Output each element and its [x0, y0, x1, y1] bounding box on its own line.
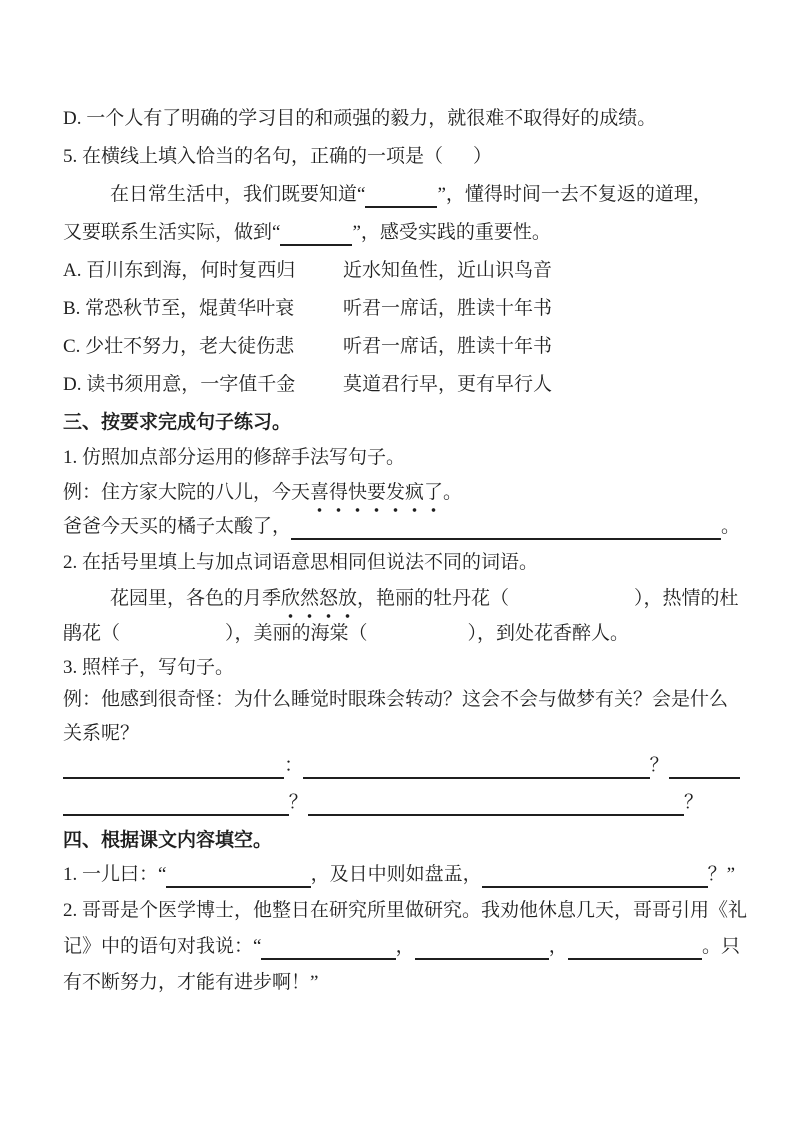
- option-b-row: [63, 295, 740, 322]
- s3-q3-example-line1: [63, 686, 740, 713]
- answer-blank: [669, 773, 740, 779]
- answer-blank: [308, 810, 684, 816]
- comma-separator: ，: [395, 936, 415, 957]
- passage-text: ，艳丽的牡丹花（: [357, 588, 510, 609]
- s3-q3-stem: [63, 654, 740, 681]
- section-4-heading: [63, 827, 740, 854]
- example-text: 。: [443, 482, 463, 503]
- s3-q3-example-line2: [63, 720, 740, 747]
- option-c-first: C. 少壮不努力，老大徒伤悲: [63, 336, 295, 357]
- passage-text: ），到处花香醉人。: [467, 623, 630, 644]
- stem-close-paren: ）: [473, 146, 493, 167]
- option-a-first: A. 百川东到海，何时复西归: [63, 260, 296, 281]
- fill-in-text: 1. 一儿曰：“: [63, 864, 167, 885]
- stem-text: 5. 在横线上填入恰当的名句，正确的一项是（: [63, 146, 444, 167]
- answer-blank: [568, 954, 702, 960]
- s4-q2-line1: [63, 897, 748, 924]
- stem-text: 2. 在括号里填上与加点词语意思相同但说法不同的词语。: [63, 552, 539, 573]
- option-d-previous-question: [63, 105, 740, 132]
- option-b-second: 听君一席话，胜读十年书: [343, 298, 553, 319]
- s3-q2-passage-line2: [63, 620, 740, 647]
- fill-in-text: ，及日中则如盘盂，: [310, 864, 482, 885]
- section-heading-text: 三、按要求完成句子练习。: [63, 412, 292, 433]
- passage-text: 花园里，各色的月季: [110, 588, 282, 609]
- answer-blank: [63, 810, 289, 816]
- comma-separator: ，: [548, 936, 568, 957]
- s3-q1-answer-line: [63, 513, 740, 540]
- answer-blank: [291, 534, 721, 540]
- answer-blank: [166, 882, 310, 888]
- stem-text: 1. 仿照加点部分运用的修辞手法写句子。: [63, 447, 406, 468]
- question-mark: ？: [288, 792, 308, 813]
- s3-q2-stem: [63, 549, 740, 576]
- s3-q1-stem: [63, 444, 740, 471]
- question-5-passage-line1: [63, 181, 787, 208]
- passage-text: ），美丽的海棠（: [225, 623, 368, 644]
- fill-in-text: 有不断努力，才能有进步啊！”: [63, 972, 319, 993]
- s4-q2-line2: [63, 933, 740, 960]
- emphasized-text: 喜得快要发疯了: [310, 479, 443, 513]
- s3-q3-answer-line2: [63, 789, 703, 816]
- emphasized-text: 欣然怒放: [281, 585, 357, 619]
- answer-blank: [280, 240, 352, 246]
- option-c-row: [63, 333, 740, 360]
- answer-blank: [482, 882, 708, 888]
- passage-text: 鹃花（: [63, 623, 121, 644]
- passage-text: 又要联系生活实际，做到“: [63, 222, 281, 243]
- answer-blank: [63, 773, 284, 779]
- s4-q1-line: [63, 861, 735, 888]
- section-3-heading: [63, 409, 740, 436]
- s4-q2-line3: [63, 969, 740, 996]
- option-d-second: 莫道君行早，更有早行人: [343, 374, 553, 395]
- fill-in-text: 记》中的语句对我说：“: [63, 936, 262, 957]
- example-text: 关系呢？: [63, 723, 140, 744]
- answer-prompt-text: 。: [720, 516, 740, 537]
- answer-prompt-text: 爸爸今天买的橘子太酸了，: [63, 516, 292, 537]
- section-heading-text: 四、根据课文内容填空。: [63, 830, 273, 851]
- passage-text: ），热情的杜: [634, 588, 739, 609]
- question-5-stem: [63, 143, 740, 170]
- answer-blank: [261, 954, 395, 960]
- colon-separator: ：: [284, 755, 304, 776]
- option-d-first: D. 读书须用意，一字值千金: [63, 374, 296, 395]
- fill-in-text: ？”: [707, 864, 735, 885]
- stem-text: 3. 照样子，写句子。: [63, 657, 235, 678]
- fill-in-text: 。只: [701, 936, 740, 957]
- passage-text: 在日常生活中，我们既要知道“: [110, 184, 366, 205]
- answer-blank: [365, 202, 437, 208]
- option-c-second: 听君一席话，胜读十年书: [343, 336, 553, 357]
- answer-blank: [415, 954, 549, 960]
- passage-text: ”，懂得时间一去不复返的道理，: [437, 184, 712, 205]
- passage-text: ”，感受实践的重要性。: [352, 222, 551, 243]
- example-text: 例：他感到很奇怪：为什么睡觉时眼珠会转动？这会不会与做梦有关？会是什么: [63, 689, 729, 710]
- example-text: 例：住方家大院的八儿，今天: [63, 482, 311, 503]
- s3-q1-example: [63, 479, 740, 506]
- fill-in-text: 2. 哥哥是个医学博士，他整日在研究所里做研究。我劝他休息几天，哥哥引用《礼: [63, 900, 748, 921]
- option-b-first: B. 常恐秋节至，焜黄华叶衰: [63, 298, 295, 319]
- question-mark: ？: [683, 792, 703, 813]
- option-d-row: [63, 371, 740, 398]
- s3-q2-passage-line1: [63, 585, 787, 612]
- option-a-second: 近水知鱼性，近山识鸟音: [343, 260, 553, 281]
- answer-blank: [303, 773, 649, 779]
- option-a-row: [63, 257, 740, 284]
- s3-q3-answer-line1: [63, 752, 740, 779]
- option-text: D. 一个人有了明确的学习目的和顽强的毅力，就很难不取得好的成绩。: [63, 108, 657, 129]
- question-mark: ？: [649, 755, 669, 776]
- question-5-passage-line2: [63, 219, 740, 246]
